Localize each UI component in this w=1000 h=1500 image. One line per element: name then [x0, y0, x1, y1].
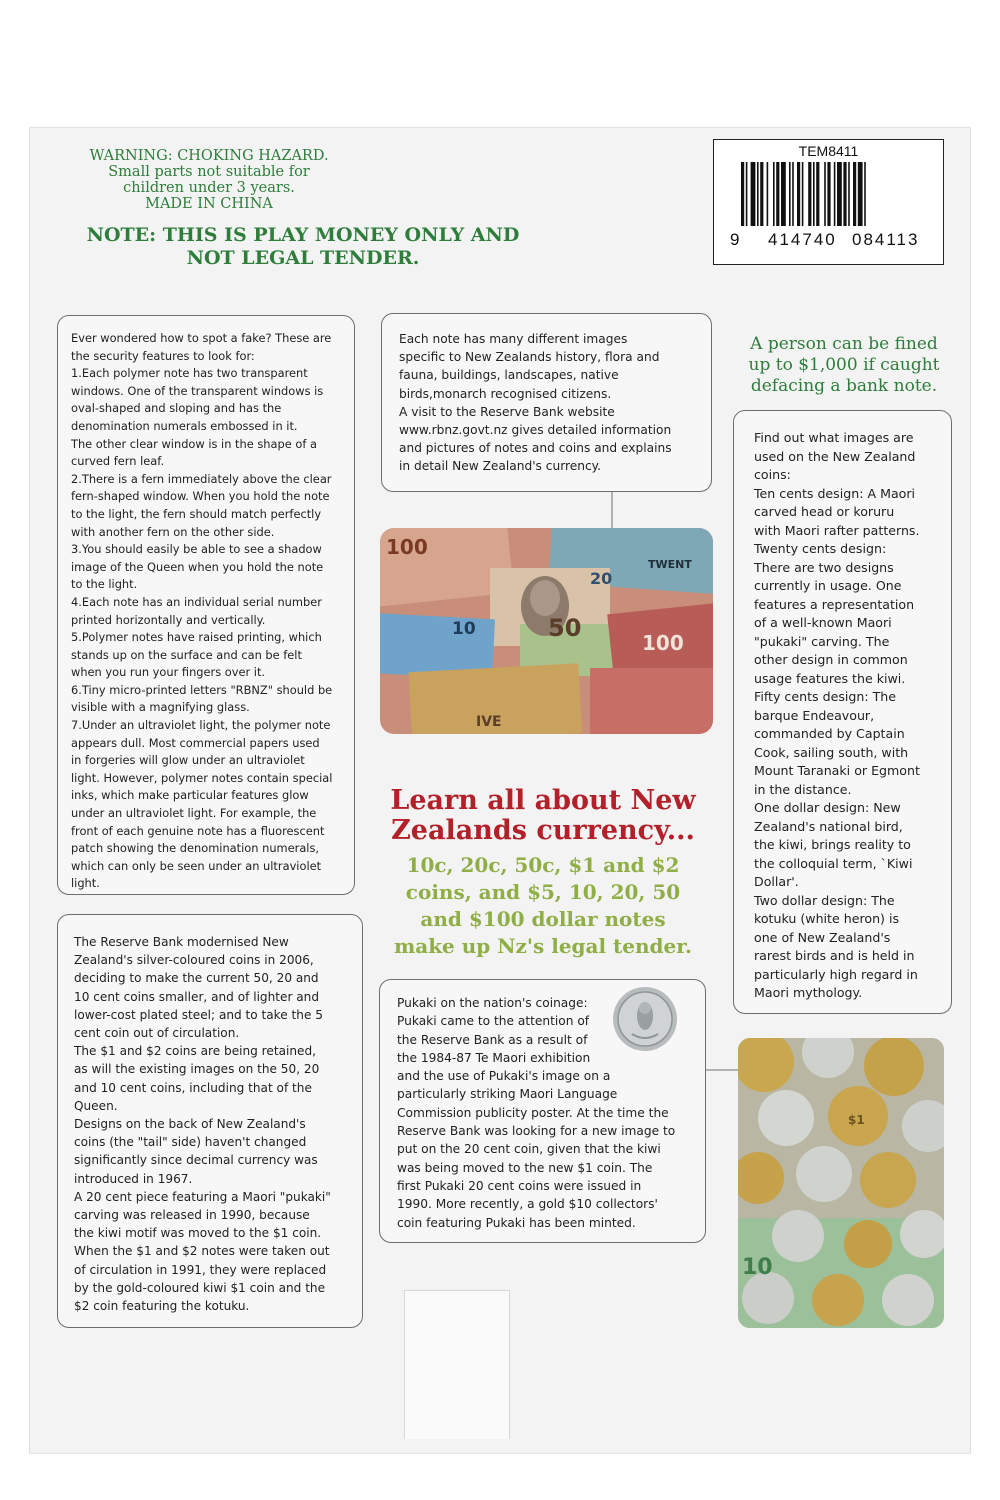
coin-label: 10	[742, 1255, 773, 1280]
barcode-bar	[808, 162, 811, 226]
barcode-bar	[757, 162, 759, 226]
play-money-note	[78, 224, 528, 270]
barcode-bar	[797, 162, 800, 226]
note-label: 100	[386, 535, 428, 559]
barcode-bar	[834, 162, 836, 226]
warning-line: Small parts not suitable for	[108, 164, 310, 180]
connector-line	[700, 1060, 742, 1080]
barcode-bar	[773, 162, 775, 226]
reserve-bank-box	[57, 914, 363, 1328]
pukaki-text: Pukaki on the nation's coinage: Pukaki came to the attention of the Reserve Bank as a result of the 1984-87 Te Maori exhibition and the use of Pukaki's image on a particularly striking Maori Language Commission publicity poster. At the time the Reserve Bank was looking for a new image to put on the 20 cent coin, given that the kiwi was being moved to the new $1 coin. The first Pukaki 20 cent coins were issued in 1990. More recently, a gold $10 collectors' coin featuring Pukaki has been minted.	[397, 996, 676, 1230]
security-features-box	[57, 315, 355, 895]
warning-line: children under 3 years.	[123, 180, 295, 196]
barcode-bar	[789, 162, 791, 226]
barcode-bar	[741, 162, 744, 226]
barcode-bar	[837, 162, 842, 226]
barcode-bar	[827, 162, 830, 226]
barcode-bar	[792, 162, 794, 226]
coin-designs-box	[733, 410, 952, 1014]
banknotes-photo	[380, 528, 713, 734]
banknotes-collage-icon	[380, 528, 713, 734]
defacing-fine	[733, 334, 955, 397]
warning-line: WARNING: CHOKING HAZARD.	[89, 148, 329, 164]
barcode-bar	[864, 162, 866, 226]
note-line: NOT LEGAL TENDER.	[186, 247, 420, 269]
legal-tender-line: and $100 dollar notes	[420, 907, 666, 931]
learn-heading	[368, 786, 718, 846]
barcode-bar	[746, 162, 748, 226]
fine-line: defacing a bank note.	[750, 376, 938, 396]
barcode-bar	[781, 162, 786, 226]
coin-designs-text: Find out what images are used on the New Zealand coins: Ten cents design: A Maori carved head or koruru with Maori rafter patterns. Twenty cents design: There are two designs currently in usage. One features a representation of a well-known Maori "pukaki" carving. The other design in common usage features the kiwi. Fifty cents design: The barque Endeavour, commanded by Captain Cook, sailing south, with Mount Taranaki or Egmont in the distance. One dollar design: New Zealand's national bird, the kiwi, brings reality to the colloquial term, `Kiwi Dollar'. Two dollar design: The kotuku (white heron) is one of New Zealand's rarest birds and is held in particularly high regard in Maori mythology.	[754, 430, 920, 1000]
barcode-bar	[751, 162, 756, 226]
barcode-bar	[824, 162, 826, 226]
legal-tender-summary	[368, 852, 718, 960]
choking-warning	[78, 148, 340, 212]
barcode-digit-group: 084113	[852, 230, 920, 249]
barcode-digit-group: 414740	[768, 230, 837, 249]
learn-heading-line: Learn all about New	[390, 785, 696, 816]
barcode-bar	[802, 162, 804, 226]
hanger-tab	[404, 1290, 510, 1439]
barcode-bar	[767, 162, 769, 226]
legal-tender-line: make up Nz's legal tender.	[394, 934, 692, 958]
note-label: 20	[590, 569, 613, 588]
note-images-box	[381, 313, 712, 492]
note-label: TWENT	[648, 558, 692, 571]
legal-tender-line: coins, and $5, 10, 20, 50	[405, 880, 681, 904]
fine-line: A person can be fined	[750, 334, 938, 354]
coins-pile-icon	[738, 1038, 944, 1328]
coin-label: $1	[848, 1113, 865, 1127]
pukaki-coin-photo	[612, 986, 678, 1052]
barcode-bar	[853, 162, 856, 226]
barcode-bar	[816, 162, 819, 226]
legal-tender-line: 10c, 20c, 50c, $1 and $2	[406, 853, 680, 877]
security-features-text: Ever wondered how to spot a fake? These are the security features to look for: 1.Each polymer note has two transparent windows. One of the transparent windows is oval-shaped and sloping and has the denomination numerals embossed in it. The other clear window is in the shape of a curved fern leaf. 2.There is a fern immediately above the clear fern-shaped window. When you hold the note to the light, the fern should match perfectly with another fern on the other side. 3.You should easily be able to see a shadow image of the Queen when you hold the note to the light. 4.Each note has an individual serial number printed horizontally and vertically. 5.Polymer notes have raised printing, which stands up on the surface and can be felt when you run your fingers over it. 6.Tiny micro-printed letters "RBNZ" should be visible with a magnifying glass. 7.Under an ultraviolet light, the polymer note appears dull. Most commercial papers used in forgeries will glow under an ultraviolet light. However, polymer notes contain special inks, which make particular features glow under an ultraviolet light. For example, the front of each genuine note has a fluorescent patch showing the denomination numerals, which can only be seen under an ultraviolet light.	[71, 331, 333, 891]
coin-icon	[612, 986, 678, 1052]
barcode-digit-group: 9	[730, 230, 740, 249]
note-label: 10	[452, 619, 476, 639]
warning-line: MADE IN CHINA	[145, 196, 273, 212]
barcode-bar	[843, 162, 846, 226]
note-images-text: Each note has many different images specific to New Zealands history, flora and fauna, buildings, landscapes, native birds,monarch recognised citizens. A visit to the Reserve Bank website www.rbnz.govt.nz gives detailed information and pictures of notes and coins and explains in detail New Zealand's currency.	[399, 332, 672, 474]
barcode-label	[713, 139, 944, 265]
barcode-bar	[848, 162, 850, 226]
barcode-bar	[813, 162, 815, 226]
reserve-bank-text: The Reserve Bank modernised New Zealand's silver-coloured coins in 2006, deciding to make the current 50, 20 and 10 cent coins smaller, and of lighter and lower-cost plated steel; and to take the 5 cent coin out of circulation. The $1 and $2 coins are being retained, as will the existing images on the 50, 20 and 10 cent coins, including that of the Queen. Designs on the back of New Zealand's coins (the "tail" side) haven't changed significantly since decimal currency was introduced in 1967. A 20 cent piece featuring a Maori "pukaki" carving was released in 1990, because the kiwi motif was moved to the $1 coin. When the $1 and $2 notes were taken out of circulation in 1991, they were replaced by the gold-coloured kiwi $1 coin and the $2 coin featuring the kotuku.	[74, 935, 331, 1314]
coins-photo	[738, 1038, 944, 1328]
fine-line: up to $1,000 if caught	[748, 355, 940, 375]
barcode-bar	[776, 162, 779, 226]
barcode-bar	[858, 162, 863, 226]
note-label: 50	[548, 614, 582, 642]
barcode-icon	[741, 162, 917, 226]
product-code: TEM8411	[798, 143, 859, 159]
note-label: 100	[642, 631, 684, 655]
barcode-bar	[760, 162, 763, 226]
learn-heading-line: Zealands currency...	[391, 815, 695, 846]
note-line: NOTE: THIS IS PLAY MONEY ONLY AND	[86, 224, 520, 246]
note-label: IVE	[476, 714, 502, 730]
